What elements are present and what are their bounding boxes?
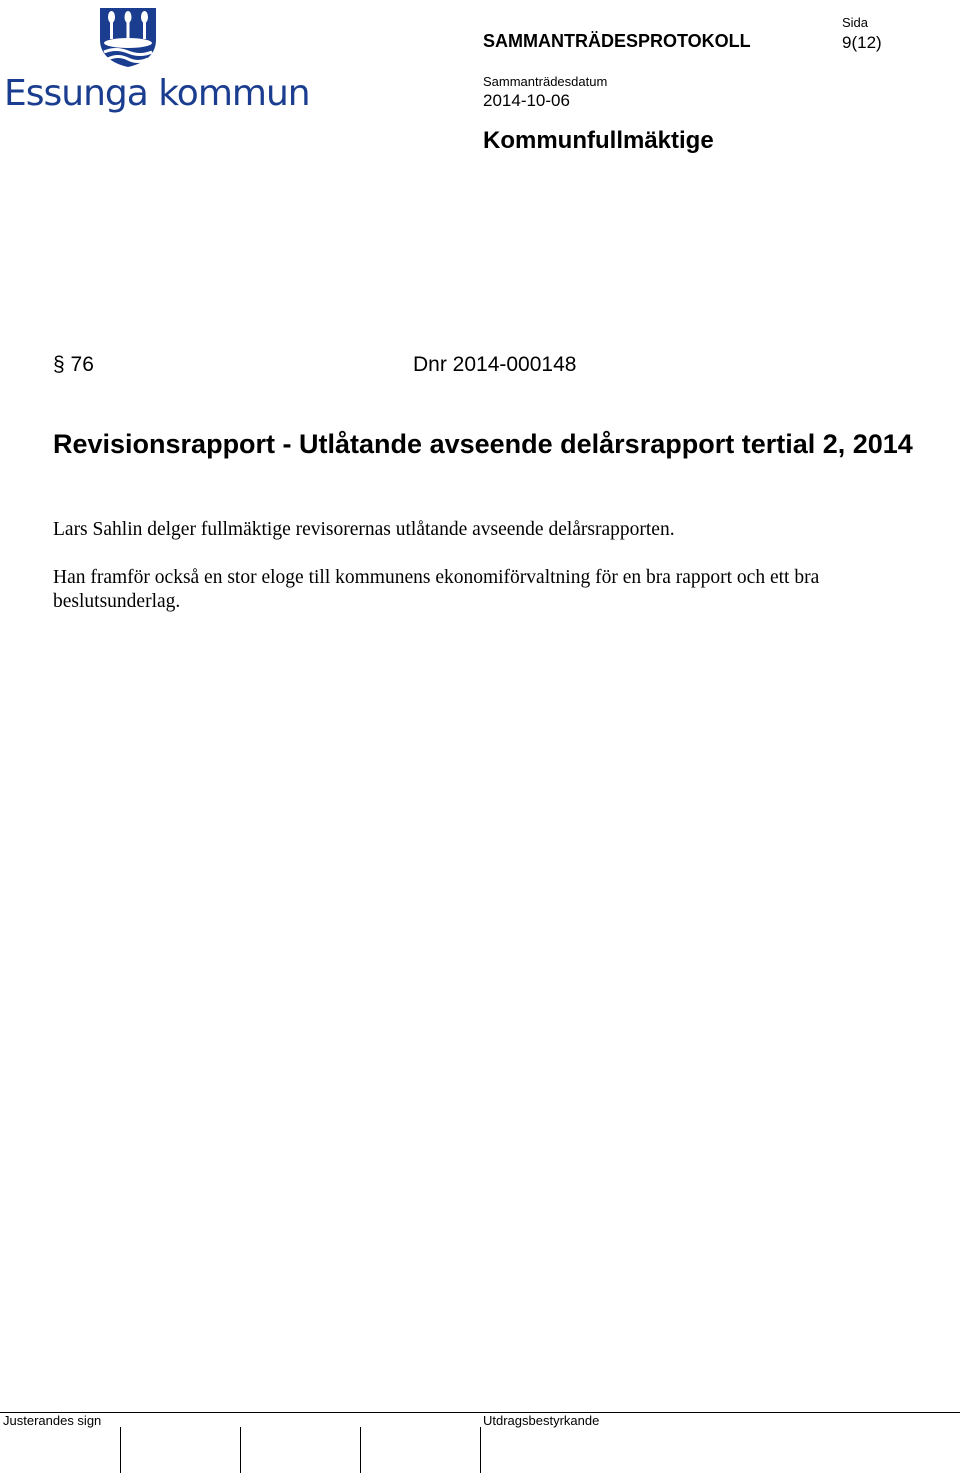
municipality-logo xyxy=(2,6,310,114)
body-paragraph: Lars Sahlin delger fullmäktige revisorernas utlåtande avseende delårsrapporten. xyxy=(53,519,675,540)
meeting-date-label: Sammanträdesdatum xyxy=(483,74,608,89)
footer-divider xyxy=(0,1412,960,1413)
section-title: Revisionsrapport - Utlåtande avseende delårsrapport tertial 2, 2014 xyxy=(53,429,913,459)
signature-box-divider xyxy=(480,1427,481,1473)
document-type: SAMMANTRÄDESPROTOKOLL xyxy=(483,31,751,51)
signers-label: Justerandes sign xyxy=(3,1413,102,1428)
signature-box-divider xyxy=(240,1427,241,1473)
paragraph-number: § 76 xyxy=(53,353,94,376)
diary-number: Dnr 2014-000148 xyxy=(413,353,577,376)
signature-box-divider xyxy=(120,1427,121,1473)
page-number: 9(12) xyxy=(842,33,882,52)
body-paragraph: Han framför också en stor eloge till kommunens ekonomiförvaltning för en bra rapport och ett bra beslutsunderlag. xyxy=(53,567,820,612)
coat-of-arms-icon xyxy=(2,6,254,68)
meeting-date: 2014-10-06 xyxy=(483,91,570,110)
extract-certification-label: Utdragsbestyrkande xyxy=(483,1413,600,1428)
decision-body-title: Kommunfullmäktige xyxy=(483,127,714,154)
page-label: Sida xyxy=(842,15,869,30)
logo-wordmark: Essunga kommun xyxy=(4,73,310,114)
signature-box-divider xyxy=(360,1427,361,1473)
